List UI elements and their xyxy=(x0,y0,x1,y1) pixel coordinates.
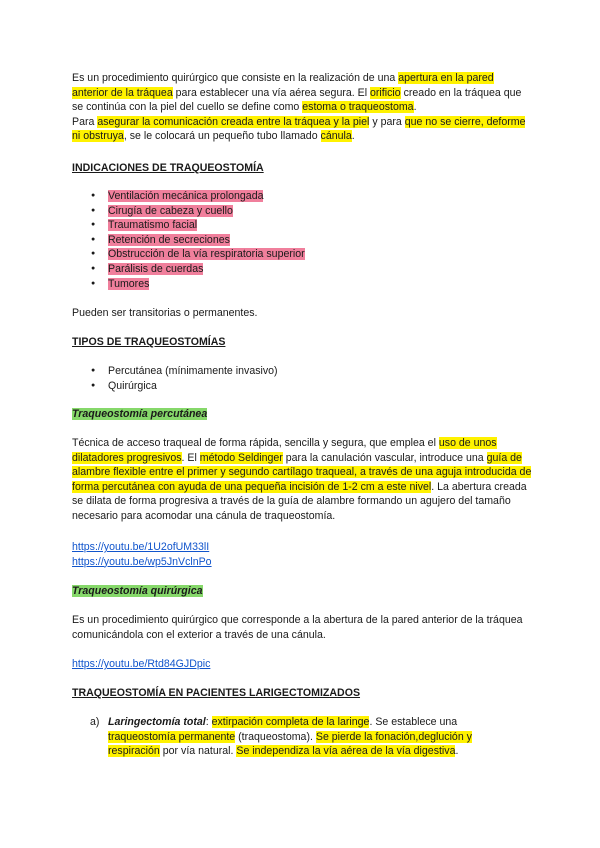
video-link[interactable]: https://youtu.be/1U2ofUM33lI xyxy=(72,541,210,553)
indicaciones-list xyxy=(72,189,532,291)
intro-highlight: estoma o traqueostoma xyxy=(302,101,414,114)
list-item xyxy=(72,218,532,233)
list-item-label: Obstrucción de la vía respiratoria superior xyxy=(108,248,305,261)
intro-text: Es un procedimiento quirúrgico que consiste en la realización de una xyxy=(72,72,399,84)
list-item-label: Tumores xyxy=(108,277,150,290)
tipos-list xyxy=(72,364,532,393)
intro-text: . xyxy=(351,130,355,143)
video-link[interactable]: https://youtu.be/wp5JnVclnPo xyxy=(72,555,212,568)
percutanea-paragraph xyxy=(72,436,532,524)
quirurgica-paragraph xyxy=(72,613,532,642)
body-text: . El xyxy=(181,451,200,464)
body-text: (traqueostoma). xyxy=(235,730,316,743)
percutanea-links xyxy=(72,540,532,569)
body-highlight: método Seldinger xyxy=(199,451,283,464)
list-item-label: Parálisis de cuerdas xyxy=(108,262,204,275)
list-item-label: Cirugía de cabeza y cuello xyxy=(108,204,233,217)
subsection-title: Traqueostomía quirúrgica xyxy=(72,585,203,597)
body-text: Técnica de acceso traqueal de forma rápida, sencilla y segura, que emplea el xyxy=(72,437,439,449)
body-text: : xyxy=(205,716,212,728)
section-heading: INDICACIONES DE TRAQUEOSTOMÍA xyxy=(72,162,264,174)
indicaciones-note xyxy=(72,306,532,321)
laringectomizados-heading xyxy=(72,686,532,701)
body-text: por vía natural. xyxy=(159,745,237,758)
list-item xyxy=(72,233,532,248)
note-text: Pueden ser transitorias o permanentes. xyxy=(72,307,258,319)
intro-text: y para xyxy=(369,115,405,128)
tipos-heading xyxy=(72,335,532,350)
list-marker: a) xyxy=(90,716,100,728)
list-item-label: Percutánea (mínimamente invasivo) xyxy=(108,365,278,377)
intro-canula xyxy=(72,115,532,144)
intro-text: para establecer una vía aérea segura. El xyxy=(172,86,371,99)
term-label: Laringectomía total xyxy=(108,716,206,728)
video-link[interactable]: https://youtu.be/Rtd84GJDpic xyxy=(72,658,211,670)
list-item-label: Retención de secreciones xyxy=(108,233,230,246)
body-highlight: uso de unos dilatadores progresivos xyxy=(72,437,497,464)
intro-text: , se le colocará un pequeño tubo llamado xyxy=(123,130,321,143)
intro-text: . xyxy=(413,101,417,114)
percutanea-title xyxy=(72,407,532,422)
body-text: . Se establece una xyxy=(369,716,458,728)
body-text: para la canulación vascular, introduce una xyxy=(282,451,487,464)
intro-paragraph xyxy=(72,71,532,144)
subsection-title: Traqueostomía percutánea xyxy=(72,408,208,420)
intro-text: Para xyxy=(72,115,98,128)
intro-text: creado en la tráquea que se continúa con la piel del cuello se define como xyxy=(72,86,522,114)
list-item xyxy=(72,189,532,204)
list-item xyxy=(72,262,532,277)
intro-highlight: apertura en la pared anterior de la tráquea xyxy=(72,72,494,99)
body-text: . La abertura creada se dilata de forma progresiva a través de la guía de alambre formando un agujero del tamaño necesario para acomodar una cánula de traqueostomía. xyxy=(72,480,527,522)
intro-highlight: que no se cierre, deforme ni obstruya xyxy=(72,115,526,143)
list-item xyxy=(72,247,532,262)
intro-highlight: cánula xyxy=(320,130,352,143)
section-heading: TRAQUEOSTOMÍA EN PACIENTES LARIGECTOMIZADOS xyxy=(72,687,361,699)
section-heading: TIPOS DE TRAQUEOSTOMÍAS xyxy=(72,336,226,348)
quirurgica-link-block xyxy=(72,657,532,672)
list-item xyxy=(72,715,512,759)
body-highlight: traqueostomía permanente xyxy=(108,730,236,743)
body-highlight: extirpación completa de la laringe xyxy=(211,716,370,728)
quirurgica-title xyxy=(72,584,532,599)
indicaciones-heading xyxy=(72,161,532,176)
intro-highlight: asegurar la comunicación creada entre la tráquea y la piel xyxy=(97,115,370,128)
list-item-label: Traumatismo facial xyxy=(108,219,198,232)
body-highlight: Se pierde la fonación,deglución y respiración xyxy=(108,730,472,758)
body-text: . xyxy=(455,745,459,758)
body-highlight: guía de alambre flexible entre el primer y segundo cartílago traqueal, a través de una aguja introducida de forma percutánea con ayuda de una pequeña incisión de 1-2 cm a este nivel xyxy=(72,451,532,493)
intro-definition xyxy=(72,71,532,115)
list-item xyxy=(72,364,532,379)
laringectomizados-list xyxy=(72,715,512,759)
list-item xyxy=(72,277,532,292)
list-item-label: Ventilación mecánica prolongada xyxy=(108,190,264,202)
body-highlight: Se independiza la vía aérea de la vía digestiva xyxy=(236,745,456,758)
body-text: Es un procedimiento quirúrgico que corresponde a la abertura de la pared anterior de la tráquea comunicándola con el exterior a través de una cánula. xyxy=(72,614,523,641)
list-item xyxy=(72,379,532,394)
list-item-label: Quirúrgica xyxy=(108,379,157,392)
intro-highlight: orificio xyxy=(370,86,401,99)
list-item xyxy=(72,204,532,219)
